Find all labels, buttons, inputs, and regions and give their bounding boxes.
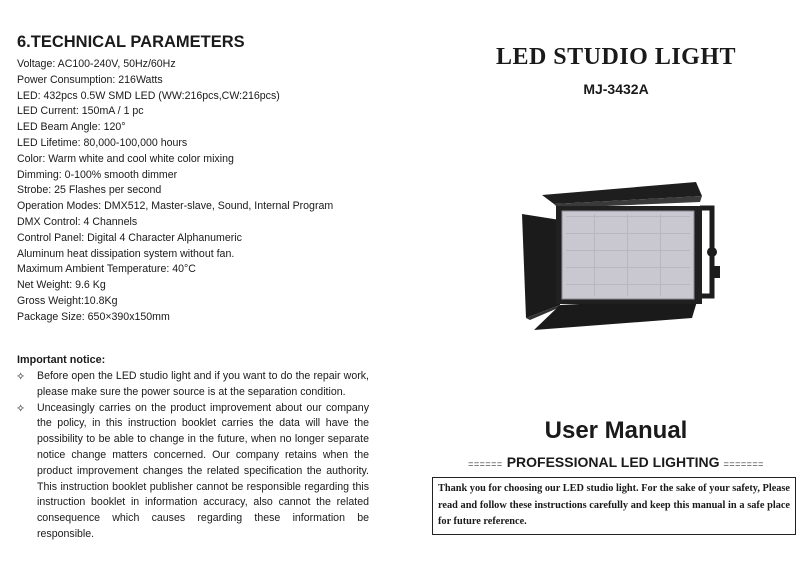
diamond-bullet-icon: ✧ (16, 370, 26, 383)
parameter-item: LED Beam Angle: 120° (17, 121, 126, 134)
parameter-item: Maximum Ambient Temperature: 40°C (17, 263, 196, 276)
important-notice-heading: Important notice: (17, 354, 106, 366)
parameters-list (17, 57, 333, 326)
diamond-bullet-icon: ✧ (16, 401, 26, 415)
parameter-item: Voltage: AC100-240V, 50Hz/60Hz (17, 58, 176, 70)
section-title: 6.TECHNICAL PARAMETERS (17, 33, 245, 51)
model-number: MJ-3432A (583, 81, 649, 97)
parameter-item: LED Lifetime: 80,000-100,000 hours (17, 136, 188, 149)
thank-you-text: Thank you for choosing our LED studio light. For the sake of your safety, Please read and follow these instructions carefully and keep this manual in a safe place for future reference. (438, 483, 790, 527)
product-title: LED STUDIO LIGHT (495, 44, 737, 70)
subtitle: PROFESSIONAL LED LIGHTING (506, 454, 720, 470)
decor-left: ====== (468, 459, 503, 469)
led-panel-light-icon (514, 178, 728, 343)
parameter-item: Package Size: 650×390x150mm (17, 310, 170, 323)
cover-page (424, 0, 808, 561)
user-manual-title: User Manual (544, 417, 688, 444)
notice-text: Unceasingly carries on the product improvement about our company the policy, in this instruction booklet carries the data will have the possibility to be able to change in the future, when no longer separate notice change matters concerned. Our company retains when the product improvement changes the related specification the authority. This instruction booklet publisher cannot be responsible regarding this instruction booklet in information accuracy, also cannot the related consequence which causes regarding these information be responsible. (37, 401, 369, 540)
thank-you-box (432, 477, 796, 535)
parameter-item: Dimming: 0-100% smooth dimmer (17, 168, 178, 181)
notice-item (17, 401, 369, 543)
parameter-item: LED Current: 150mA / 1 pc (17, 105, 144, 118)
parameter-item: Aluminum heat dissipation system without fan. (17, 247, 235, 260)
parameter-item: Operation Modes: DMX512, Master-slave, Sound, Internal Program (17, 200, 334, 213)
parameter-item: Strobe: 25 Flashes per second (17, 184, 162, 197)
notice-item (17, 369, 369, 401)
parameter-item: Color: Warm white and cool white color mixing (17, 152, 234, 165)
parameter-item: Gross Weight:10.8Kg (17, 294, 118, 307)
parameter-item: Power Consumption: 216Watts (17, 73, 163, 86)
parameter-item: DMX Control: 4 Channels (17, 215, 138, 228)
parameter-item: Control Panel: Digital 4 Character Alphanumeric (17, 231, 242, 244)
notice-list (17, 369, 369, 543)
parameter-item: Net Weight: 9.6 Kg (17, 279, 106, 292)
parameter-item: LED: 432pcs 0.5W SMD LED (WW:216pcs,CW:216pcs) (17, 89, 280, 102)
notice-text: Before open the LED studio light and if you want to do the repair work, please make sure the power source is at the separation condition. (37, 370, 369, 398)
decor-right: ======= (723, 459, 764, 469)
subtitle-row (424, 454, 808, 470)
